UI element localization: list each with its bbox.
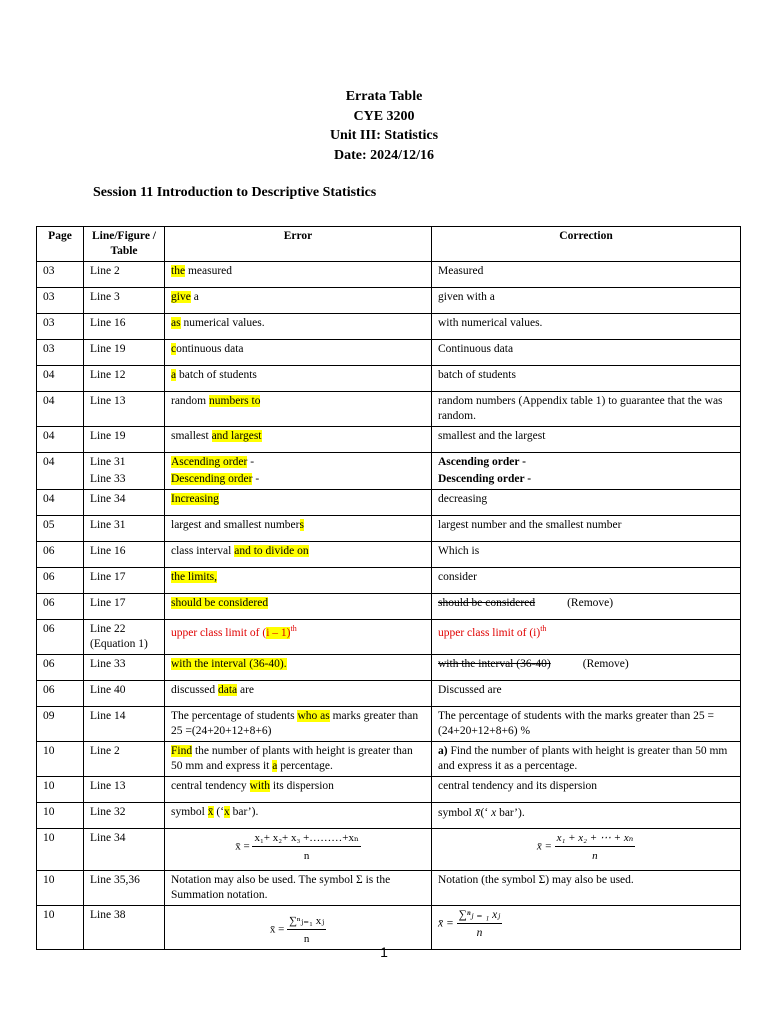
- highlighted-text: should be considered: [171, 597, 269, 609]
- cell-page: 06: [37, 542, 84, 568]
- cell-line: Line 2: [84, 742, 165, 777]
- table-row: [37, 594, 741, 620]
- cell-page: 03: [37, 314, 84, 340]
- cell-page: 03: [37, 262, 84, 288]
- error-text: random: [171, 395, 210, 407]
- table-row: [37, 392, 741, 427]
- cell-line: Line 17: [84, 568, 165, 594]
- formula-denominator: n: [592, 849, 598, 862]
- cell-line: Line 17: [84, 594, 165, 620]
- error-text: a: [190, 291, 199, 303]
- cell-line: Line 34: [84, 829, 165, 871]
- highlighted-text: a: [171, 369, 177, 381]
- table-row: [37, 681, 741, 707]
- cell-page: 06: [37, 620, 84, 655]
- cell-page: 03: [37, 288, 84, 314]
- table-row: [37, 655, 741, 681]
- cell-correction: Discussed are: [432, 681, 741, 707]
- table-row: [37, 453, 741, 490]
- highlighted-text: the limits,: [171, 571, 217, 583]
- table-row: [37, 516, 741, 542]
- cell-error: [165, 742, 432, 777]
- cell-correction: [432, 655, 741, 681]
- table-row: [37, 742, 741, 777]
- table-row: [37, 620, 741, 655]
- cell-correction: random numbers (Appendix table 1) to guarantee that the was random.: [432, 392, 741, 427]
- cell-page: 06: [37, 568, 84, 594]
- formula-lhs: x̄ =: [438, 917, 454, 930]
- error-text: batch of students: [176, 369, 257, 381]
- highlighted-text: with the interval (36-40).: [171, 658, 287, 670]
- superscript: th: [290, 624, 297, 633]
- cell-correction: [432, 620, 741, 655]
- cell-page: 06: [37, 655, 84, 681]
- formula-lhs: x̄ =: [235, 840, 250, 853]
- cell-error: [165, 542, 432, 568]
- table-row: [37, 288, 741, 314]
- cell-correction: Which is: [432, 542, 741, 568]
- formula-fraction: [457, 908, 503, 940]
- error-text: largest and smallest number: [171, 519, 300, 531]
- correction-text: Find the number of plants with height is greater than 50 mm and express it as a percentage.: [438, 745, 728, 772]
- cell-error: [165, 392, 432, 427]
- cell-error: [165, 288, 432, 314]
- math-symbol: x̄: [474, 804, 481, 819]
- cell-line: Line 16: [84, 314, 165, 340]
- cell-correction: The percentage of students with the marks greater than 25 = (24+20+12+8+6) %: [432, 707, 741, 742]
- correction-text: upper class limit of (i): [438, 626, 541, 639]
- cell-line: Line 13: [84, 392, 165, 427]
- correction-text: (‘: [480, 807, 492, 819]
- error-text: smallest: [171, 430, 212, 442]
- table-row: [37, 427, 741, 453]
- table-header-row: [37, 227, 741, 262]
- error-text: bar’).: [229, 806, 259, 818]
- cell-error: [165, 803, 432, 829]
- error-text: numerical values.: [180, 317, 265, 329]
- document-header: [0, 87, 768, 165]
- cell-error: [165, 568, 432, 594]
- highlighted-text: x: [224, 806, 230, 818]
- cell-correction: with numerical values.: [432, 314, 741, 340]
- cell-correction: [432, 594, 741, 620]
- cell-correction: Measured: [432, 262, 741, 288]
- struck-text: should be considered: [438, 597, 536, 609]
- cell-page: 10: [37, 777, 84, 803]
- highlighted-text: Ascending order: [171, 456, 248, 468]
- cell-error: [165, 594, 432, 620]
- cell-correction: [432, 803, 741, 829]
- error-text: The percentage of students: [171, 710, 298, 722]
- cell-line: Line 35,36: [84, 871, 165, 906]
- correction-text: Ascending order -: [438, 456, 526, 468]
- table-row: [37, 707, 741, 742]
- list-marker: a): [438, 745, 448, 757]
- cell-error: [165, 427, 432, 453]
- math-symbol: x: [491, 807, 497, 819]
- doc-date: Date: 2024/12/16: [334, 147, 434, 163]
- highlighted-text: a: [272, 759, 278, 772]
- error-text: discussed: [171, 684, 218, 696]
- cell-page: 10: [37, 871, 84, 906]
- struck-text: with the interval (36-40): [438, 658, 551, 670]
- formula-fraction: [287, 914, 326, 946]
- cell-page: 05: [37, 516, 84, 542]
- table-row: [37, 366, 741, 392]
- correction-text: Descending order -: [438, 472, 532, 485]
- highlighted-text: s: [299, 519, 304, 531]
- error-text: ontinuous data: [176, 343, 244, 355]
- cell-line: [84, 620, 165, 655]
- cell-line: Line 12: [84, 366, 165, 392]
- formula-fraction: [555, 831, 636, 863]
- error-text: percentage.: [277, 759, 333, 772]
- error-text: are: [237, 684, 255, 696]
- table-row: [37, 542, 741, 568]
- error-text: symbol: [171, 806, 208, 818]
- cell-error: [165, 777, 432, 803]
- formula-fraction: [252, 831, 360, 863]
- cell-line: Line 2: [84, 262, 165, 288]
- cell-error: Notation may also be used. The symbol Σ is the Summation notation.: [165, 871, 432, 906]
- remove-note: (Remove): [582, 658, 629, 670]
- cell-line: Line 32: [84, 803, 165, 829]
- highlighted-text: as: [171, 317, 181, 329]
- cell-page: 06: [37, 594, 84, 620]
- error-text: marks greater than 25 =(24+20+12+8+6): [171, 710, 419, 737]
- line-ref: Line 33: [90, 472, 126, 485]
- cell-correction: largest number and the smallest number: [432, 516, 741, 542]
- doc-title: Errata Table: [345, 89, 423, 104]
- table-row: [37, 777, 741, 803]
- table-row: [37, 314, 741, 340]
- formula-denominator: n: [457, 923, 503, 941]
- course-code: CYE 3200: [353, 108, 415, 124]
- cell-correction: Notation (the symbol Σ) may also be used.: [432, 871, 741, 906]
- cell-error: [165, 262, 432, 288]
- highlighted-text: and largest: [211, 430, 262, 442]
- cell-correction: Continuous data: [432, 340, 741, 366]
- error-text: its dispersion: [270, 780, 334, 792]
- cell-error: [165, 681, 432, 707]
- highlighted-text: and to divide on: [234, 545, 309, 557]
- formula-numerator: ∑ⁿⱼ₌₁ xⱼ: [287, 914, 326, 930]
- remove-note: (Remove): [567, 597, 614, 609]
- table-row: [37, 262, 741, 288]
- superscript: th: [540, 624, 547, 633]
- cell-page: 04: [37, 427, 84, 453]
- cell-page: 03: [37, 340, 84, 366]
- cell-line: Line 40: [84, 681, 165, 707]
- cell-error: [165, 906, 432, 950]
- cell-page: 10: [37, 803, 84, 829]
- table-row: [37, 829, 741, 871]
- cell-line: Line 19: [84, 427, 165, 453]
- error-text: (‘: [213, 806, 225, 818]
- cell-correction: [432, 829, 741, 871]
- cell-line: Line 3: [84, 288, 165, 314]
- highlighted-text: x̄: [207, 806, 214, 818]
- cell-correction: [432, 906, 741, 950]
- correction-text: bar’).: [496, 807, 525, 819]
- col-header-page: Page: [37, 227, 84, 262]
- errata-table: [36, 226, 741, 950]
- highlighted-text: the: [171, 265, 186, 277]
- highlighted-text: numbers to: [209, 395, 261, 407]
- cell-correction: consider: [432, 568, 741, 594]
- cell-line: Line 34: [84, 490, 165, 516]
- unit-name: Unit III: Statistics: [329, 128, 439, 143]
- highlighted-text: data: [217, 684, 238, 696]
- cell-page: 09: [37, 707, 84, 742]
- cell-correction: batch of students: [432, 366, 741, 392]
- line-ref: Line 22: [90, 623, 126, 635]
- cell-error: [165, 655, 432, 681]
- cell-correction: [432, 453, 741, 490]
- highlighted-text: c: [171, 343, 177, 355]
- cell-line: Line 14: [84, 707, 165, 742]
- cell-page: 04: [37, 366, 84, 392]
- table-row: [37, 906, 741, 950]
- col-header-correction: Correction: [432, 227, 741, 262]
- formula-numerator: x₁+ x₂+ x₃ +………+xₙ: [252, 831, 360, 847]
- cell-error: [165, 453, 432, 490]
- line-ref: Line 31: [90, 456, 126, 468]
- formula-lhs: x̄ =: [269, 923, 285, 936]
- error-text: upper class limit of (: [171, 626, 267, 639]
- line-ref: (Equation 1): [90, 637, 148, 650]
- cell-correction: given with a: [432, 288, 741, 314]
- cell-error: [165, 516, 432, 542]
- page-number: 1: [380, 944, 388, 960]
- table-row: [37, 568, 741, 594]
- cell-page: 10: [37, 906, 84, 950]
- formula-numerator: ∑ⁿⱼ ₌ ₁ xⱼ: [458, 909, 501, 921]
- cell-page: 10: [37, 742, 84, 777]
- highlighted-text: Increasing: [171, 493, 219, 505]
- cell-correction: smallest and the largest: [432, 427, 741, 453]
- session-heading: Session 11 Introduction to Descriptive Statistics: [93, 185, 377, 200]
- col-header-error: Error: [165, 227, 432, 262]
- cell-error: [165, 314, 432, 340]
- cell-error: [165, 829, 432, 871]
- highlighted-text: Descending order: [171, 472, 253, 485]
- cell-error: [165, 340, 432, 366]
- error-text: -: [252, 472, 260, 485]
- error-text: measured: [185, 265, 233, 277]
- table-row: [37, 871, 741, 906]
- cell-line: Line 13: [84, 777, 165, 803]
- highlighted-text: with: [249, 780, 270, 792]
- correction-text: symbol: [438, 807, 475, 819]
- cell-line: Line 19: [84, 340, 165, 366]
- cell-line: Line 31: [84, 516, 165, 542]
- formula-denominator: n: [303, 932, 310, 945]
- highlighted-text: give: [171, 291, 191, 303]
- cell-error: [165, 490, 432, 516]
- highlighted-text: Find: [171, 745, 193, 757]
- error-text: central tendency: [171, 780, 250, 792]
- cell-correction: decreasing: [432, 490, 741, 516]
- cell-page: 10: [37, 829, 84, 871]
- formula-denominator: n: [303, 849, 310, 862]
- cell-page: 04: [37, 490, 84, 516]
- table-row: [37, 803, 741, 829]
- cell-line: Line 16: [84, 542, 165, 568]
- cell-error: [165, 707, 432, 742]
- cell-page: 04: [37, 392, 84, 427]
- highlighted-text: who as: [297, 710, 330, 722]
- cell-error: [165, 620, 432, 655]
- cell-page: 04: [37, 453, 84, 490]
- cell-page: 06: [37, 681, 84, 707]
- cell-line: Line 33: [84, 655, 165, 681]
- formula-numerator: x₁ + x₂ + ⋯ + xₙ: [555, 831, 636, 847]
- highlighted-text: i – 1): [266, 626, 291, 639]
- cell-line: Line 38: [84, 906, 165, 950]
- error-text: the number of plants with height is greater than 50 mm and express it: [171, 745, 413, 772]
- table-row: [37, 490, 741, 516]
- cell-error: [165, 366, 432, 392]
- error-text: -: [247, 456, 255, 468]
- cell-correction: central tendency and its dispersion: [432, 777, 741, 803]
- table-row: [37, 340, 741, 366]
- col-header-line: Line/Figure / Table: [84, 227, 165, 262]
- error-text: class interval: [171, 545, 235, 557]
- formula-lhs: x̄ =: [536, 840, 552, 853]
- cell-correction: [432, 742, 741, 777]
- cell-line: [84, 453, 165, 490]
